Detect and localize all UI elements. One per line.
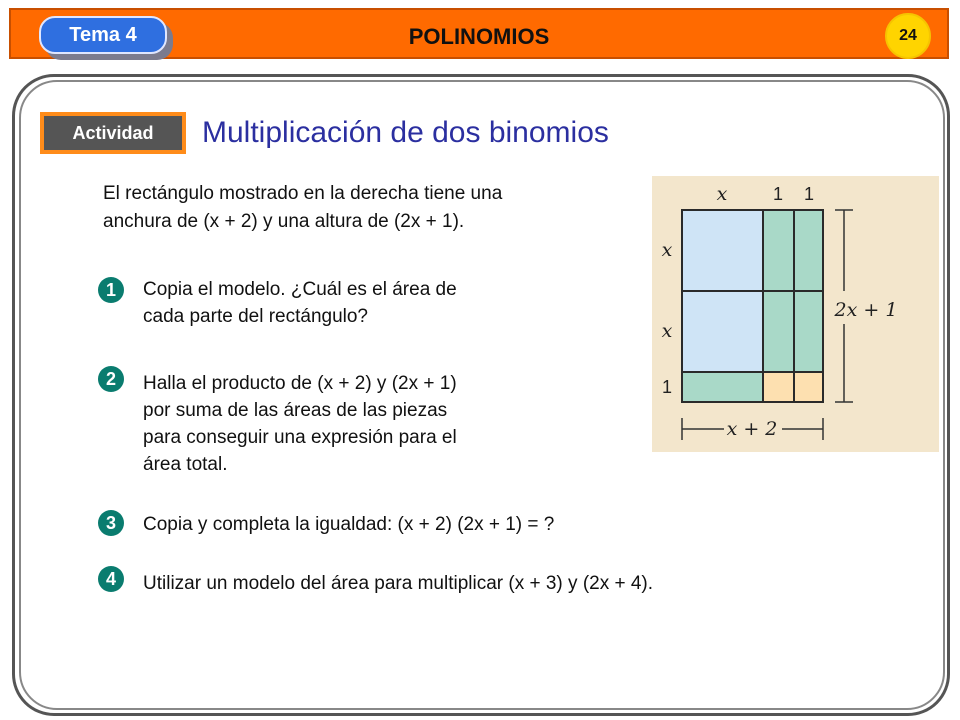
item-line: para conseguir una expresión para el (143, 427, 457, 448)
x-tile (794, 291, 823, 372)
unit-tile (763, 372, 794, 402)
x-tile (763, 210, 794, 291)
item-line: Halla el producto de (x + 2) y (2x + 1) (143, 373, 457, 394)
item-line: Utilizar un modelo del área para multiplicar (x + 3) y (2x + 4). (143, 573, 654, 594)
x-tile (763, 291, 794, 372)
actividad-label: Actividad (44, 116, 182, 150)
actividad-tag (40, 112, 186, 154)
unit-tile (794, 372, 823, 402)
x-squared-tile (682, 210, 763, 291)
height-label: 2x + 1 (834, 299, 898, 321)
activity-title: Multiplicación de dos binomios (202, 116, 609, 149)
item-2-text (143, 370, 563, 478)
area-model-figure (652, 176, 939, 452)
item-number-3: 3 (98, 510, 124, 536)
intro-line: anchura de (x + 2) y una altura de (2x + 1). (103, 211, 465, 232)
area-model-diagram (652, 176, 939, 452)
item-line: Copia el modelo. ¿Cuál es el área de (143, 279, 457, 300)
intro-text (103, 180, 643, 236)
intro-line: El rectángulo mostrado en la derecha tiene una (103, 183, 503, 204)
x-tile (682, 372, 763, 402)
item-number-4: 4 (98, 566, 124, 592)
left-label-x: x (661, 239, 673, 261)
header-bar (9, 8, 949, 59)
x-tile (794, 210, 823, 291)
item-4-text (143, 570, 843, 597)
header-title: POLINOMIOS (408, 24, 550, 49)
left-label-1: 1 (661, 377, 673, 397)
page-number: 24 (899, 27, 917, 44)
item-number-1: 1 (98, 277, 124, 303)
item-3-text (143, 511, 703, 538)
item-1-text (143, 276, 563, 330)
item-number-2: 2 (98, 366, 124, 392)
item-line: área total. (143, 454, 228, 475)
top-label-1: 1 (803, 184, 815, 204)
item-line: cada parte del rectángulo? (143, 306, 368, 327)
item-line: por suma de las áreas de las piezas (143, 400, 448, 421)
top-label-1: 1 (772, 184, 784, 204)
left-label-x: x (661, 320, 673, 342)
item-line: Copia y completa la igualdad: (x + 2) (2x + 1) = ? (143, 514, 555, 535)
x-squared-tile (682, 291, 763, 372)
width-label: x + 2 (726, 418, 778, 440)
top-label-x: x (716, 183, 728, 205)
tema-label: Tema 4 (69, 23, 137, 46)
page-number-badge (885, 13, 931, 59)
